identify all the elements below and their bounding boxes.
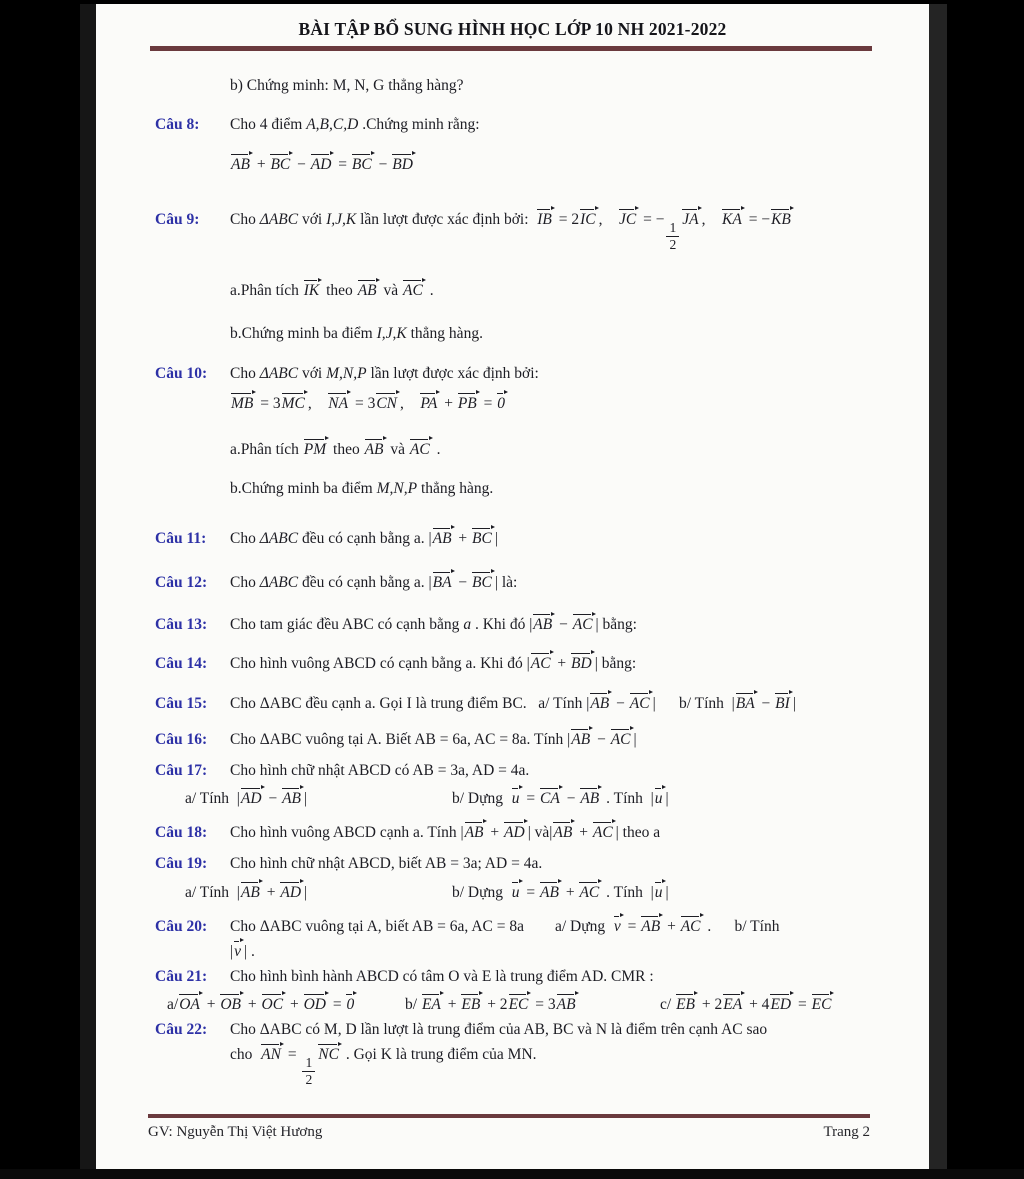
question-13-text: Cho tam giác đều ABC có cạnh bằng a . Khi đó |AB − AC | bằng: <box>230 612 929 635</box>
question-14-label: Câu 14: <box>155 654 208 672</box>
question-11-text: Cho ΔABC đều có cạnh bằng a. |AB + BC | <box>230 526 929 549</box>
question-10-formula: MB = 3MC , NA = 3CN , PA + PB = 0 <box>96 391 929 414</box>
question-19-subparts <box>96 880 929 903</box>
intro-line-b: b) Chứng minh: M, N, G thẳng hàng? <box>230 76 464 94</box>
question-12-label: Câu 12: <box>155 574 208 592</box>
footer <box>148 1123 870 1143</box>
question-10-text: Cho ΔABC với M,N,P lần lượt được xác định bởi: <box>230 364 539 382</box>
page-title: BÀI TẬP BỔ SUNG HÌNH HỌC LỚP 10 NH 2021-2022 <box>298 19 727 39</box>
footer-page-number: Trang 2 <box>823 1124 870 1140</box>
question-21-subparts <box>96 992 929 1015</box>
footer-rule <box>148 1114 870 1118</box>
question-15 <box>96 691 929 714</box>
question-16-label: Câu 16: <box>155 730 208 748</box>
question-12-text: Cho ΔABC đều có cạnh bằng a. |BA − BC | là: <box>230 570 929 593</box>
question-14 <box>96 651 929 674</box>
footer-teacher: GV: Nguyễn Thị Việt Hương <box>148 1124 323 1140</box>
question-8-label: Câu 8: <box>155 115 200 133</box>
question-17-text: Cho hình chữ nhật ABCD có AB = 3a, AD = 4a. <box>230 761 530 779</box>
question-10-label: Câu 10: <box>155 364 208 382</box>
photo-border-bottom <box>0 1169 1024 1179</box>
question-19-part-b: b/ Dựng u = AB + AC . Tính |u | <box>452 880 929 903</box>
photo-border-right <box>929 0 1024 1179</box>
question-22-label: Câu 22: <box>155 1021 208 1039</box>
question-21-text: Cho hình bình hành ABCD có tâm O và E là trung điểm AD. CMR : <box>230 967 654 985</box>
question-18 <box>96 820 929 843</box>
question-20-label: Câu 20: <box>155 917 208 935</box>
question-18-label: Câu 18: <box>155 824 208 842</box>
question-9-label: Câu 9: <box>155 211 200 229</box>
question-17 <box>96 761 929 781</box>
question-21-part-b: b/ EA + EB + 2EC = 3AB <box>405 992 660 1015</box>
question-14-text: Cho hình vuông ABCD có cạnh bằng a. Khi đó |AC + BD | bằng: <box>230 651 929 674</box>
question-9 <box>96 207 929 252</box>
question-17-part-a: a/ Tính |AD − AB | <box>185 786 452 809</box>
question-17-subparts <box>96 786 929 809</box>
question-20-text: Cho ΔABC vuông tại A, biết AB = 6a, AC = 8a a/ Dựng v = AB + AC . b/ Tính <box>230 914 929 937</box>
question-8 <box>96 115 929 135</box>
question-11 <box>96 526 929 549</box>
question-17-label: Câu 17: <box>155 761 208 779</box>
question-21-part-c: c/ EB + 2EA + 4ED = EC <box>660 992 929 1015</box>
question-16 <box>96 727 929 750</box>
question-15-text: Cho ΔABC đều cạnh a. Gọi I là trung điểm BC. a/ Tính |AB − AC | b/ Tính |BA − BI | <box>230 691 929 714</box>
question-11-label: Câu 11: <box>155 530 207 548</box>
question-21-part-a: a/OA + OB + OC + OD = 0 <box>167 992 405 1015</box>
question-22-text: Cho ΔABC có M, D lần lượt là trung điểm của AB, BC và N là điểm trên cạnh AC sao <box>230 1021 768 1039</box>
question-15-label: Câu 15: <box>155 694 208 712</box>
question-13-label: Câu 13: <box>155 616 208 634</box>
document-page <box>96 4 929 1169</box>
question-22 <box>96 1020 929 1040</box>
question-20 <box>96 914 929 937</box>
question-18-text: Cho hình vuông ABCD cạnh a. Tính |AB + AD | và|AB + AC | theo a <box>230 820 929 843</box>
question-16-text: Cho ΔABC vuông tại A. Biết AB = 6a, AC = 8a. Tính |AB − AC | <box>230 727 929 750</box>
question-8-formula: AB + BC − AD = BC − BD <box>96 152 929 175</box>
question-21-label: Câu 21: <box>155 967 208 985</box>
title-rule <box>150 46 872 51</box>
question-21 <box>96 967 929 987</box>
question-19-part-a: a/ Tính |AB + AD | <box>185 880 452 903</box>
question-19-text: Cho hình chữ nhật ABCD, biết AB = 3a; AD = 4a. <box>230 855 543 873</box>
question-9-text: Cho ΔABC với I,J,K lần lượt được xác định bởi: IB = 2IC , JC = − $\frac{1}{2}$ JA , KA = −KB <box>230 207 929 252</box>
question-17-part-b: b/ Dựng u = CA − AB . Tính |u | <box>452 786 929 809</box>
question-10 <box>96 364 929 384</box>
question-8-text: Cho 4 điểm A,B,C,D .Chứng minh rằng: <box>230 115 480 133</box>
question-19-label: Câu 19: <box>155 855 208 873</box>
question-9-part-b: b.Chứng minh ba điểm I,J,K thẳng hàng. <box>230 325 483 343</box>
question-20-continuation: |v | . <box>96 939 929 962</box>
photo-border-left <box>0 0 96 1179</box>
question-13 <box>96 612 929 635</box>
question-22-continuation: cho AN = $\frac{1}{2}$ NC . Gọi K là trung điểm của MN. <box>96 1042 929 1087</box>
question-10-part-a: a.Phân tích PM theo AB và AC . <box>96 437 929 460</box>
question-9-part-a: a.Phân tích IK theo AB và AC . <box>96 278 929 301</box>
question-19 <box>96 854 929 874</box>
question-10-part-b: b.Chứng minh ba điểm M,N,P thẳng hàng. <box>230 480 494 497</box>
question-12 <box>96 570 929 593</box>
